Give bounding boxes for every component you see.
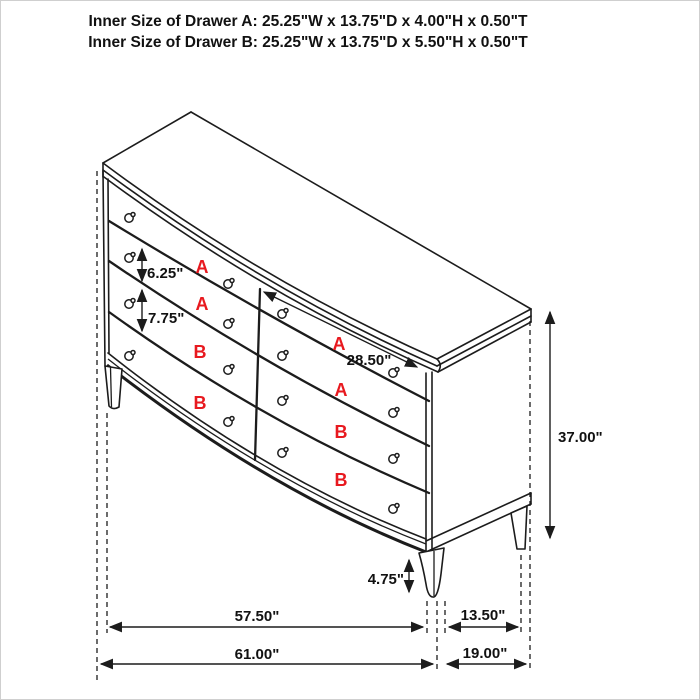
drawer-label-right-4: B — [334, 470, 348, 490]
drawer-label-left-3: B — [193, 342, 207, 362]
dresser-diagram — [1, 1, 699, 699]
drawer-label-right-2: A — [334, 380, 348, 400]
drawer-label-left-4: B — [193, 393, 207, 413]
drawer-label-right-1: A — [332, 334, 346, 354]
title-line-2: Inner Size of Drawer B: 25.25"W x 13.75"D x 5.50"H x 0.50"T — [88, 34, 528, 51]
drawer-label-left-2: A — [195, 294, 209, 314]
front-left-leg — [105, 366, 122, 409]
front-right-leg — [419, 548, 444, 597]
dim-drawer-b-height: 7.75" — [148, 310, 185, 327]
dim-drawer-a-height: 6.25" — [147, 265, 184, 282]
dim-right-drawer-width: 28.50" — [346, 352, 392, 369]
title-line-1: Inner Size of Drawer A: 25.25"W x 13.75"D x 4.00"H x 0.50"T — [88, 13, 528, 30]
dim-overall-depth: 19.00" — [462, 645, 508, 662]
dim-front-width: 57.50" — [234, 608, 280, 625]
dim-leg-height: 4.75" — [367, 571, 404, 588]
dim-overall-width: 61.00" — [234, 646, 280, 663]
drawer-label-right-3: B — [334, 422, 348, 442]
dim-overall-height: 37.00" — [558, 429, 603, 446]
drawer-label-left-1: A — [195, 257, 209, 277]
dresser-body-fill — [103, 112, 531, 552]
back-right-leg — [511, 506, 527, 549]
dim-side-depth: 13.50" — [460, 607, 506, 624]
